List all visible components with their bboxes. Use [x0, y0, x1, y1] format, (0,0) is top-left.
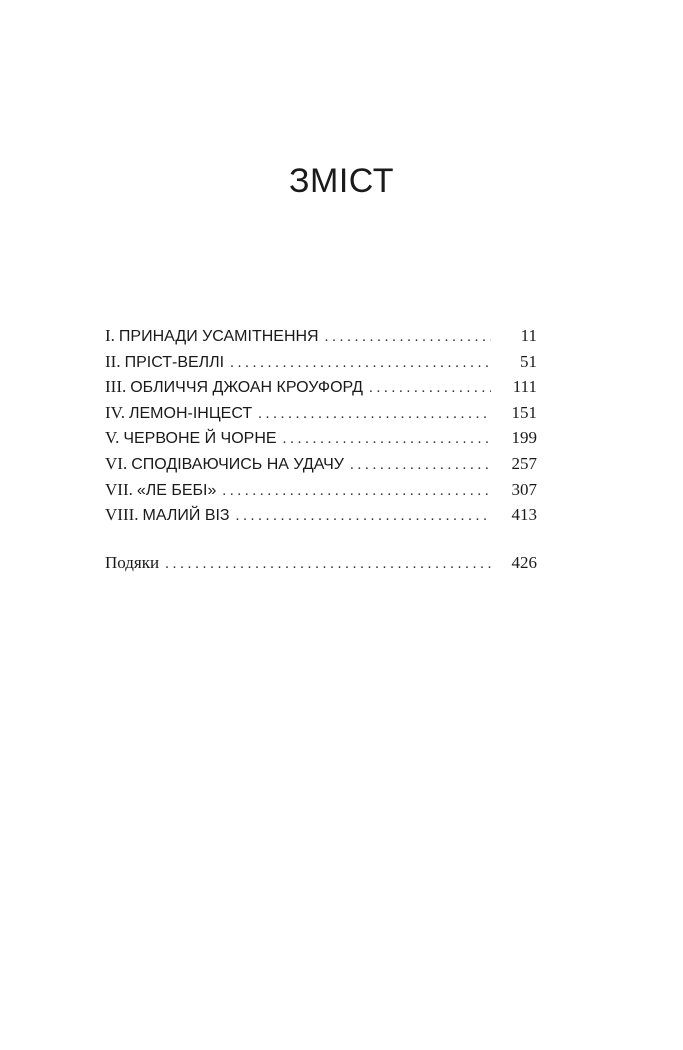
dot-leader: [350, 457, 491, 474]
toc-entry-2[interactable]: [105, 352, 537, 378]
chapter-title: ОБЛИЧЧЯ ДЖОАН КРОУФОРД: [130, 379, 363, 397]
chapter-numeral: VII.: [105, 479, 133, 499]
toc-title: ЗМІСТ: [289, 162, 394, 200]
page-number: 307: [511, 479, 537, 499]
toc-entry-acknowledgements[interactable]: [105, 553, 537, 579]
toc-entry-4[interactable]: [105, 403, 537, 429]
chapter-numeral: IV.: [105, 402, 125, 422]
page-number: 151: [511, 402, 537, 422]
page-number: 413: [511, 505, 537, 525]
chapter-numeral: I.: [105, 326, 115, 345]
dot-leader: [236, 508, 491, 525]
page-number: 111: [512, 377, 537, 397]
toc-entry-6[interactable]: [105, 454, 537, 480]
acknowledgements-title: Подяки: [105, 552, 160, 572]
chapter-numeral: VI.: [105, 453, 128, 473]
chapter-title: МАЛИЙ ВІЗ: [142, 507, 230, 525]
toc-entry-5[interactable]: [105, 428, 537, 454]
page-number: 11: [520, 326, 537, 345]
dot-leader: [222, 483, 491, 500]
table-of-contents: [105, 326, 537, 578]
page-number: 51: [520, 351, 537, 371]
toc-entry-7[interactable]: [105, 480, 537, 506]
chapter-title: СПОДІВАЮЧИСЬ НА УДАЧУ: [131, 455, 344, 473]
chapter-title: «ЛЕ БЕБІ»: [136, 481, 217, 499]
toc-entry-1[interactable]: [105, 326, 537, 352]
chapter-numeral: V.: [105, 428, 120, 448]
toc-entry-8[interactable]: [105, 505, 537, 531]
chapter-numeral: III.: [105, 377, 127, 397]
dot-leader: [369, 380, 491, 397]
chapter-numeral: II.: [105, 351, 121, 371]
dot-leader: [325, 329, 491, 346]
dot-leader: [230, 355, 491, 372]
chapter-title: ЧЕРВОНЕ Й ЧОРНЕ: [123, 430, 277, 448]
chapter-title: ПРИНАДИ УСАМІТНЕННЯ: [118, 328, 319, 345]
dot-leader: [283, 431, 491, 448]
page-number: 199: [511, 428, 537, 448]
dot-leader: [165, 556, 491, 573]
chapter-title: ПРІСТ-ВЕЛЛІ: [124, 353, 225, 371]
chapter-title: ЛЕМОН-ІНЦЕСТ: [129, 404, 253, 422]
chapter-numeral: VIII.: [105, 505, 139, 525]
toc-entry-3[interactable]: [105, 377, 537, 403]
page-number: 257: [511, 453, 537, 473]
page-number: 426: [511, 552, 537, 572]
dot-leader: [258, 406, 491, 423]
